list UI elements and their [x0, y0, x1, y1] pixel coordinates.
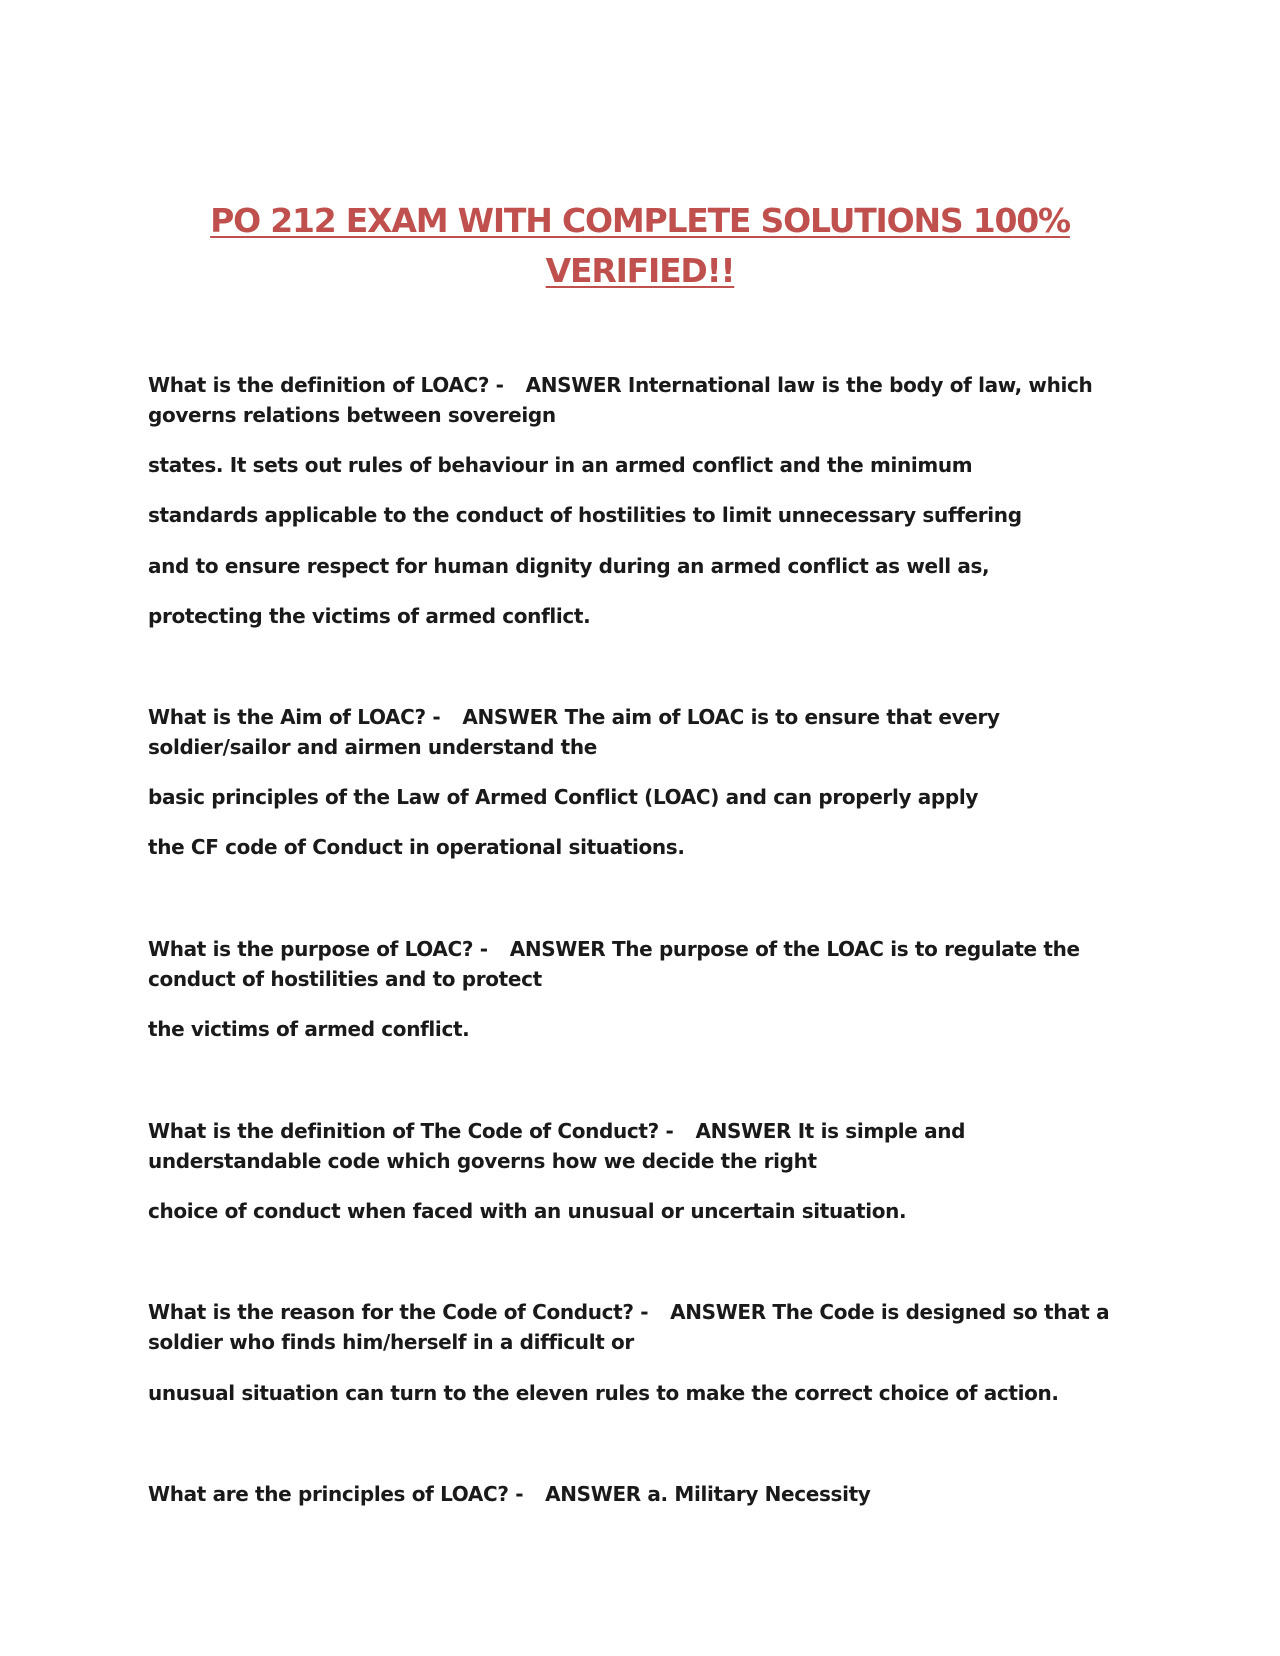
qa-6-answer: ANSWER a. Military Necessity — [545, 1482, 871, 1506]
qa-6-question-line — [148, 1479, 871, 1509]
document-title — [140, 196, 1140, 296]
qa-2-line: basic principles of the Law of Armed Conflict (LOAC) and can properly apply — [148, 785, 979, 809]
qa-4-answer: ANSWER It is simple and — [695, 1119, 966, 1143]
title-line-2: VERIFIED!! — [545, 251, 735, 290]
qa-5-line: soldier who finds him/herself in a difficult or — [148, 1330, 634, 1354]
qa-1-question-line — [148, 370, 1092, 400]
qa-1-line: protecting the victims of armed conflict. — [148, 604, 591, 628]
qa-3-question-line — [148, 934, 1080, 964]
qa-4-question: What is the definition of The Code of Conduct? - — [148, 1119, 674, 1143]
qa-1-line: and to ensure respect for human dignity during an armed conflict as well as, — [148, 554, 990, 578]
qa-3-line: conduct of hostilities and to protect — [148, 967, 542, 991]
qa-1-answer: ANSWER International law is the body of law, which — [525, 373, 1093, 397]
qa-2-answer: ANSWER The aim of LOAC is to ensure that every — [462, 705, 1000, 729]
qa-5-answer: ANSWER The Code is designed so that a — [670, 1300, 1110, 1324]
qa-2-question-line — [148, 702, 1000, 732]
qa-4-question-line — [148, 1116, 965, 1146]
qa-1-line: standards applicable to the conduct of hostilities to limit unnecessary suffering — [148, 503, 1022, 527]
qa-5-line: unusual situation can turn to the eleven rules to make the correct choice of action. — [148, 1381, 1059, 1405]
qa-1-question: What is the definition of LOAC? - — [148, 373, 504, 397]
title-line-1: PO 212 EXAM WITH COMPLETE SOLUTIONS 100% — [210, 201, 1070, 240]
qa-1-line: states. It sets out rules of behaviour in an armed conflict and the minimum — [148, 453, 973, 477]
qa-3-line: the victims of armed conflict. — [148, 1017, 470, 1041]
qa-6-question: What are the principles of LOAC? - — [148, 1482, 524, 1506]
qa-4-line: understandable code which governs how we decide the right — [148, 1149, 817, 1173]
qa-5-question: What is the reason for the Code of Conduct? - — [148, 1300, 649, 1324]
qa-1-line: governs relations between sovereign — [148, 403, 556, 427]
qa-4-line: choice of conduct when faced with an unusual or uncertain situation. — [148, 1199, 907, 1223]
qa-5-question-line — [148, 1297, 1109, 1327]
qa-3-answer: ANSWER The purpose of the LOAC is to regulate the — [509, 937, 1080, 961]
qa-2-line: soldier/sailor and airmen understand the — [148, 735, 597, 759]
qa-3-question: What is the purpose of LOAC? - — [148, 937, 488, 961]
qa-2-question: What is the Aim of LOAC? - — [148, 705, 441, 729]
qa-2-line: the CF code of Conduct in operational situations. — [148, 835, 685, 859]
